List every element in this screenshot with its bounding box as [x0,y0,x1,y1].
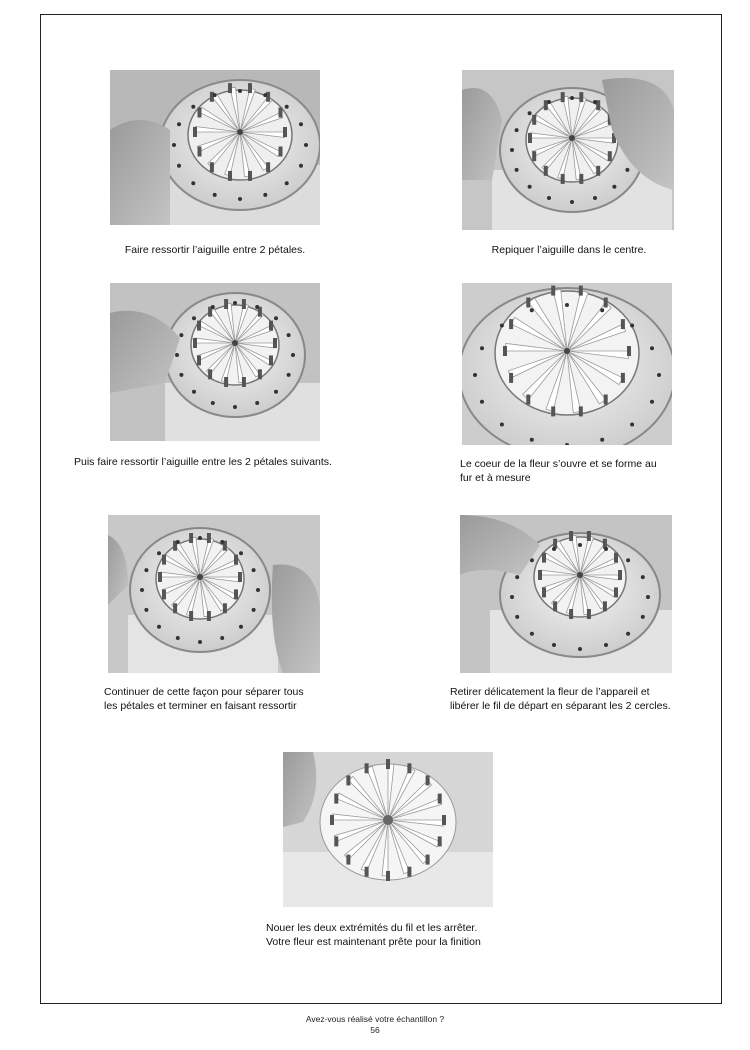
loom-peg [269,321,273,331]
loom-hole [510,595,514,599]
loom-peg [334,836,338,846]
loom-hole [515,168,519,172]
loom-hole [473,373,477,377]
step-7-caption-line-1: Nouer les deux extrémités du fil et les arrêter. [266,922,478,934]
loom-hole [630,324,634,328]
loom-peg [228,83,232,93]
loom-hole [528,185,532,189]
loom-hole [299,164,303,168]
loom-hole [626,632,630,636]
flower-centre [237,129,243,135]
loom-hole [510,148,514,152]
loom-hole [252,568,256,572]
loom-hole [179,333,183,337]
loom-photo-2 [462,70,674,230]
loom-hole [578,647,582,651]
loom-hole [233,405,237,409]
loom-hole [626,558,630,562]
loom-hole [291,353,295,357]
loom-hole [500,423,504,427]
loom-hole [220,636,224,640]
loom-peg [551,406,555,416]
loom-peg [509,373,513,383]
loom-hole [604,547,608,551]
loom-peg [224,377,228,387]
loom-hole [570,96,574,100]
loom-hole [650,346,654,350]
loom-hole [552,547,556,551]
loom-hole [211,305,215,309]
loom-hole [274,316,278,320]
loom-hole [220,540,224,544]
loom-hole [176,636,180,640]
loom-peg [426,775,430,785]
loom-illustration-1 [110,70,320,225]
loom-peg [189,533,193,543]
loom-peg [544,166,548,176]
loom-peg [528,133,532,143]
flower-centre [197,574,203,580]
loom-hole [285,105,289,109]
loom-hole [604,643,608,647]
loom-peg [238,572,242,582]
loom-peg [162,589,166,599]
loom-peg [346,775,350,785]
loom-peg [248,171,252,181]
loom-hole [144,608,148,612]
loom-peg [579,174,583,184]
loom-peg [386,871,390,881]
loom-photo-5 [108,515,320,673]
loom-hole [144,568,148,572]
loom-hole [198,640,202,644]
loom-illustration-4 [462,283,672,445]
loom-hole [274,390,278,394]
loom-hole [255,305,259,309]
loom-peg [223,603,227,613]
loom-hole [480,346,484,350]
loom-photo-4 [462,283,672,445]
loom-peg [273,338,277,348]
loom-peg [224,299,228,309]
loom-illustration-5 [108,515,320,673]
loom-peg [526,395,530,405]
loom-peg [569,609,573,619]
loom-hole [565,303,569,307]
loom-hole [600,308,604,312]
loom-hole [552,643,556,647]
loom-peg [621,319,625,329]
loom-hole [213,93,217,97]
loom-hole [515,128,519,132]
loom-peg [197,321,201,331]
loom-hole [238,197,242,201]
loom-peg [242,377,246,387]
loom-peg [526,298,530,308]
loom-hole [612,185,616,189]
loom-hole [177,164,181,168]
loom-hole [547,196,551,200]
loom-hole [255,401,259,405]
loom-peg [198,147,202,157]
loom-peg [569,531,573,541]
loom-hole [192,316,196,320]
loom-peg [587,609,591,619]
loom-illustration-3 [110,283,320,441]
loom-peg [561,174,565,184]
loom-hole [500,324,504,328]
loom-hole [530,438,534,442]
step-3-caption: Puis faire ressortir l’aiguille entre les 2 pétales suivants. [74,456,332,468]
loom-hole [593,100,597,104]
loom-illustration-6 [460,515,672,673]
loom-hole [530,308,534,312]
loom-peg [603,601,607,611]
loom-peg [234,555,238,565]
loom-hole [646,595,650,599]
loom-peg [266,162,270,172]
loom-peg [608,151,612,161]
loom-peg [614,587,618,597]
loom-peg [242,299,246,309]
loom-photo-3 [110,283,320,441]
loom-peg [228,171,232,181]
loom-peg [173,603,177,613]
loom-peg [542,587,546,597]
loom-peg [426,855,430,865]
loom-hole [157,551,161,555]
loom-hole [213,193,217,197]
loom-peg [208,369,212,379]
loom-peg [258,369,262,379]
loom-hole [304,143,308,147]
loom-peg [579,286,583,296]
loom-peg [407,763,411,773]
loom-hole [263,93,267,97]
step-7-caption-line-2: Votre fleur est maintenant prête pour la finition [266,935,481,948]
step-2-caption: Repiquer l’aiguille dans le centre. [491,244,647,256]
loom-peg [407,867,411,877]
loom-hole [593,196,597,200]
loom-hole [140,588,144,592]
loom-peg [365,763,369,773]
loom-peg [561,92,565,102]
loom-peg [386,759,390,769]
loom-hole [600,438,604,442]
flower-centre [564,348,570,354]
loom-peg [162,555,166,565]
step-5-caption [104,686,322,713]
loom-photo-1 [110,70,320,225]
step-6-caption-line-1: Retirer délicatement la fleur de l’appareil et [450,686,650,698]
loom-peg [189,611,193,621]
loom-hole [480,400,484,404]
loom-peg [330,815,334,825]
flower-centre [232,340,238,346]
loom-hole [570,200,574,204]
loom-peg [269,355,273,365]
step-4-caption-line-1: Le coeur de la fleur s’ouvre et se forme au [460,458,657,470]
loom-hole [198,536,202,540]
loom-peg [553,601,557,611]
page-number: 56 [370,1025,380,1035]
step-4-caption [460,458,682,485]
loom-hole [191,181,195,185]
loom-photo-6 [460,515,672,673]
loom-peg [334,794,338,804]
loom-hole [528,111,532,115]
loom-peg [207,533,211,543]
loom-hole [179,373,183,377]
loom-peg [587,531,591,541]
loom-peg [248,83,252,93]
loom-hole [515,615,519,619]
loom-peg [604,298,608,308]
step-4-caption-line-2: fur et à mesure [460,471,531,484]
loom-peg [532,151,536,161]
loom-peg [283,127,287,137]
loom-peg [627,346,631,356]
loom-hole [238,89,242,93]
loom-hole [530,632,534,636]
loom-hole [650,400,654,404]
loom-hole [177,122,181,126]
step-5-caption-line-1: Continuer de cette façon pour séparer tous [104,686,304,698]
loom-peg [538,570,542,580]
loom-hole [641,575,645,579]
loom-peg [438,794,442,804]
flower-centre [577,572,583,578]
loom-hole [239,551,243,555]
loom-peg [551,286,555,296]
loom-peg [198,108,202,118]
loom-peg [614,553,618,563]
loom-hole [233,301,237,305]
loom-hole [252,608,256,612]
loom-peg [197,355,201,365]
step-5-caption-line-2: les pétales et terminer en faisant ressortir [104,699,297,712]
loom-hole [285,181,289,185]
loom-hole [515,575,519,579]
loom-hole [287,373,291,377]
step-7-caption [266,922,526,949]
flower-photo-7 [283,752,493,907]
loom-peg [438,836,442,846]
loom-hole [191,105,195,109]
loom-peg [193,127,197,137]
loom-hole [641,615,645,619]
loom-peg [158,572,162,582]
loom-peg [193,338,197,348]
loom-hole [175,353,179,357]
loom-peg [234,589,238,599]
loom-peg [442,815,446,825]
footer-question: Avez-vous réalisé votre échantillon ? [305,1014,445,1024]
loom-hole [299,122,303,126]
loom-peg [279,108,283,118]
flower-illustration-7 [283,752,493,907]
loom-peg [210,92,214,102]
loom-peg [503,346,507,356]
loom-illustration-2 [462,70,674,230]
loom-peg [266,92,270,102]
loom-peg [365,867,369,877]
step-1-caption: Faire ressortir l’aiguille entre 2 pétales. [124,244,306,256]
step-6-caption [450,686,682,713]
loom-hole [211,401,215,405]
loom-hole [287,333,291,337]
loom-hole [239,625,243,629]
loom-peg [596,166,600,176]
loom-hole [578,543,582,547]
flower-centre [569,135,575,141]
loom-peg [207,611,211,621]
step-6-caption-line-2: libérer le fil de départ en séparant les 2 cercles. [450,699,671,712]
loom-peg [579,92,583,102]
loom-hole [547,100,551,104]
loom-peg [532,115,536,125]
loom-peg [604,395,608,405]
loom-hole [657,373,661,377]
loom-hole [176,540,180,544]
loom-peg [618,570,622,580]
loom-hole [263,193,267,197]
loom-hole [157,625,161,629]
loom-hole [630,423,634,427]
loom-hole [192,390,196,394]
loom-hole [625,168,629,172]
loom-peg [542,553,546,563]
loom-hole [172,143,176,147]
loom-peg [279,147,283,157]
loom-peg [346,855,350,865]
loom-peg [509,319,513,329]
loom-peg [210,162,214,172]
loom-hole [256,588,260,592]
loom-peg [579,406,583,416]
loom-peg [621,373,625,383]
